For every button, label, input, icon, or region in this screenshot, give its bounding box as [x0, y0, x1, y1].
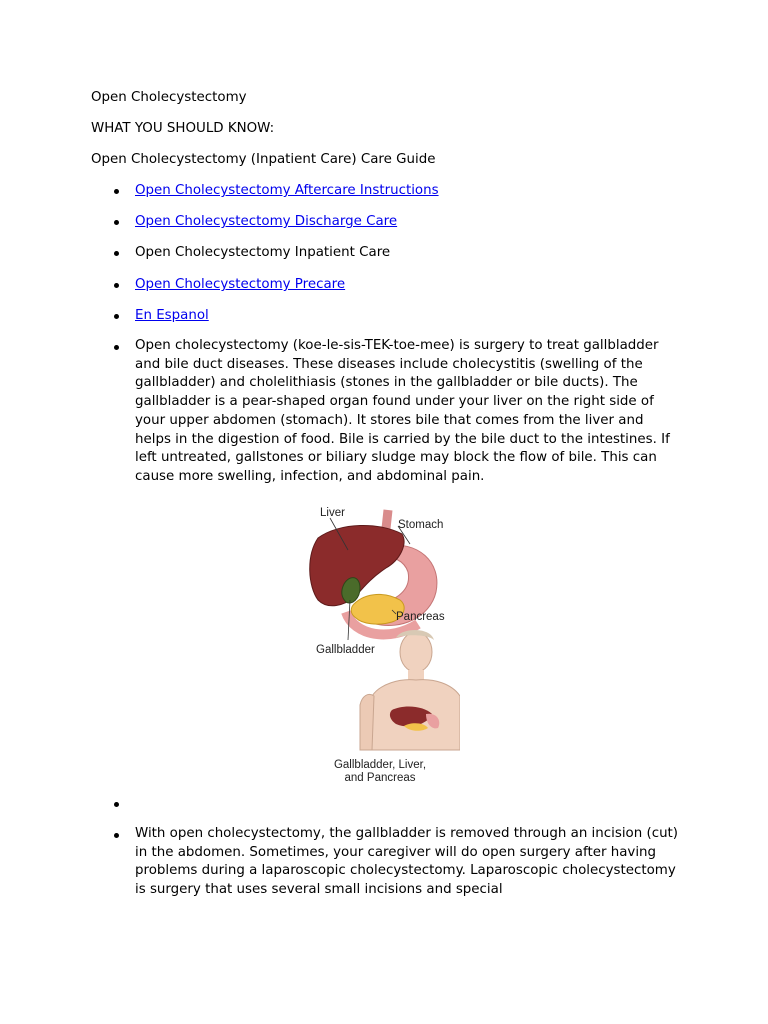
bullet-icon — [114, 189, 119, 194]
label-gallbladder: Gallbladder — [316, 644, 375, 656]
bullet-icon — [114, 802, 119, 807]
bullet-icon — [114, 345, 119, 350]
anatomy-illustration — [300, 500, 460, 790]
link-en-espanol[interactable]: En Espanol — [135, 308, 209, 323]
label-pancreas: Pancreas — [396, 611, 445, 623]
figure-caption-line2: and Pancreas — [344, 772, 416, 784]
link-precare[interactable]: Open Cholecystectomy Precare — [135, 277, 346, 292]
figure-caption-line1: Gallbladder, Liver, — [333, 759, 427, 771]
bullet-icon — [114, 220, 119, 225]
bullet-icon — [114, 314, 119, 319]
bullet-icon — [114, 251, 119, 256]
list-item-discharge — [135, 212, 397, 231]
label-stomach: Stomach — [398, 519, 444, 531]
label-liver: Liver — [320, 507, 345, 519]
bullet-icon — [114, 833, 119, 838]
list-item-aftercare — [135, 181, 439, 200]
link-discharge-care[interactable]: Open Cholecystectomy Discharge Care — [135, 214, 398, 229]
paragraph-procedure: With open cholecystectomy, the gallbladder is removed through an incision (cut) in the abdomen. Sometimes, your caregiver will do open surgery after having problems during a laparoscopic cholecystectomy. Laparoscopic cholecystectomy is surgery that uses several small incisions and special — [135, 826, 679, 898]
paragraph-overview: Open cholecystectomy (koe-le-sis-TEK-toe-mee) is surgery to treat gallbladder and bile duct diseases. These diseases include cholecystitis (swelling of the gallbladder) and cholelithiasis (stones in the gallbladder or bile ducts). The gallbladder is a pear-shaped organ found under your liver on the right side of your upper abdomen (stomach). It stores bile that comes from the liver and helps in the digestion of food. Bile is carried by the bile duct to the intestines. If left untreated, gallstones or biliary sludge may block the flow of bile. This can cause more swelling, infection, and abdominal pain. — [135, 338, 670, 484]
care-guide-title: Open Cholecystectomy (Inpatient Care) Care Guide — [91, 152, 436, 167]
anatomy-diagram — [300, 500, 460, 790]
document-title: Open Cholecystectomy — [91, 90, 247, 105]
bullet-icon — [114, 283, 119, 288]
list-item-precare — [135, 275, 345, 294]
section-heading: WHAT YOU SHOULD KNOW: — [91, 121, 275, 136]
link-aftercare-instructions[interactable]: Open Cholecystectomy Aftercare Instructions — [135, 183, 439, 198]
list-item-espanol — [135, 306, 209, 325]
list-item-inpatient-current: Open Cholecystectomy Inpatient Care — [135, 245, 391, 260]
human-figure — [360, 630, 460, 750]
